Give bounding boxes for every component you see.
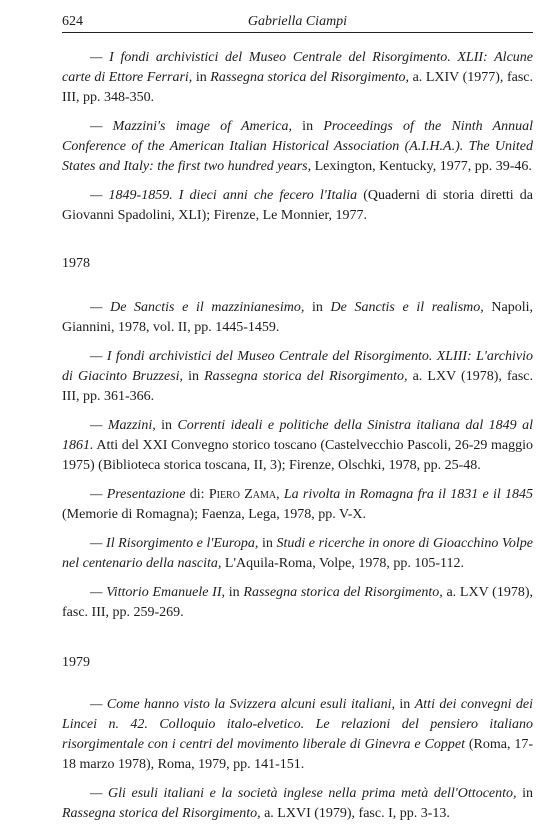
entry-journal: De Sanctis e il realismo, [330,300,484,315]
entry-connector: in [394,697,415,712]
entry-journal: Rassegna storica del Risorgimento, [62,806,261,821]
entry-title: — Mazzini's image of America, [90,119,292,134]
entry-details: a. LXVI (1979), fasc. I, pp. 3-13. [260,806,450,821]
bibliography-entry [62,347,533,407]
entry-connector: in [291,119,324,134]
entry-details: a. LXIV (1977), fasc. III, pp. 348-350. [62,70,533,105]
entry-connector: in [183,369,205,384]
entry-details: (Memorie di Romagna); Faenza, Lega, 1978, pp. V-X. [62,507,367,522]
entry-connector: di: [185,487,209,502]
entry-journal: Correnti ideali e politiche della Sinistra italiana dal 1849 al 1861. [62,418,533,453]
bibliography-entry [62,298,533,338]
bibliography-body [62,48,533,824]
entry-title: — I fondi archivistici del Museo Centrale del Risorgimento. XLII: Alcune carte di Ettore Ferrari, [62,50,533,85]
entry-connector: in [155,418,178,433]
entry-details: a. LXV (1978), fasc. III, pp. 361-366. [62,369,533,404]
bibliography-entry [62,784,533,824]
year-heading: 1978 [62,256,90,271]
entry-journal: La rivolta in Romagna fra il 1831 e il 1845 [279,487,533,502]
entry-title: — Vittorio Emanuele II, [90,585,226,600]
entry-details: Napoli, Giannini, 1978, vol. II, pp. 1445-1459. [62,300,534,335]
bibliography-entry [62,583,533,623]
entry-journal: Rassegna storica del Risorgimento, [243,585,443,600]
running-head: Gabriella Ciampi [247,14,348,29]
entry-title: — Come hanno visto la Svizzera alcuni esuli italiani, [90,697,395,712]
bibliography-entry [62,485,533,525]
bibliography-entry [62,416,533,476]
entry-details: Atti del XXI Convegno storico toscano (Castelvecchio Pascoli, 26-29 maggio 1975) (Biblioteca storica toscana, II, 3); Firenze, Olschki, 1978, pp. 25-48. [62,438,533,473]
bibliography-entry [62,48,533,108]
bibliography-entry [62,186,533,226]
entry-title: — De Sanctis e il mazzinianesimo, [90,300,305,315]
entry-details: (Roma, 17-18 marzo 1978), Roma, 1979, pp. 141-151. [62,737,533,772]
entry-title: — I fondi archivistici del Museo Centrale del Risorgimento. XLIII: L'archivio di Giacinto Bruzzesi, [62,349,533,384]
page-number: 624 [62,14,83,29]
entry-author: Piero Zama, [208,487,280,502]
entry-journal: Rassegna storica del Risorgimento, [204,369,408,384]
entry-details: (Quaderni di storia diretti da Giovanni Spadolini, XLI); Firenze, Le Monnier, 1977. [62,188,533,223]
entry-connector: in [516,786,533,801]
entry-title: — Il Risorgimento e l'Europa, [90,536,259,551]
bibliography-entry [62,117,533,177]
entry-title: — Presentazione [90,487,186,502]
page-header [62,12,533,33]
entry-details: L'Aquila-Roma, Volpe, 1978, pp. 105-112. [221,556,465,571]
entry-journal: Proceedings of the Ninth Annual Conference of the American Italian Historical Association (A.I.H.A.). The United States and Italy: the first two hundred years, [62,119,534,174]
entry-connector: in [192,70,211,85]
entry-details: a. LXV (1978), fasc. III, pp. 259-269. [62,585,534,620]
entry-title: — Gli esuli italiani e la società inglese nella prima metà dell'Ottocento, [90,786,517,801]
entry-journal: Rassegna storica del Risorgimento, [210,70,410,85]
entry-journal: Atti dei convegni dei Lincei n. 42. Colloquio italo-elvetico. Le relazioni del pensiero italiano risorgimentale con i centri del movimento liberale di Ginevra e Coppet [62,697,533,752]
entry-title: — 1849-1859. I dieci anni che fecero l'Italia [90,188,358,203]
entry-connector: in [304,300,331,315]
entry-connector: in [258,536,277,551]
year-heading: 1979 [62,655,90,670]
bibliography-entry [62,534,533,574]
bibliography-entry [62,695,533,775]
entry-journal: Studi e ricerche in onore di Gioacchino Volpe nel centenario della nascita, [62,536,534,571]
entry-connector: in [225,585,244,600]
entry-title: — Mazzini, [90,418,156,433]
entry-details: Lexington, Kentucky, 1977, pp. 39-46. [311,159,532,174]
